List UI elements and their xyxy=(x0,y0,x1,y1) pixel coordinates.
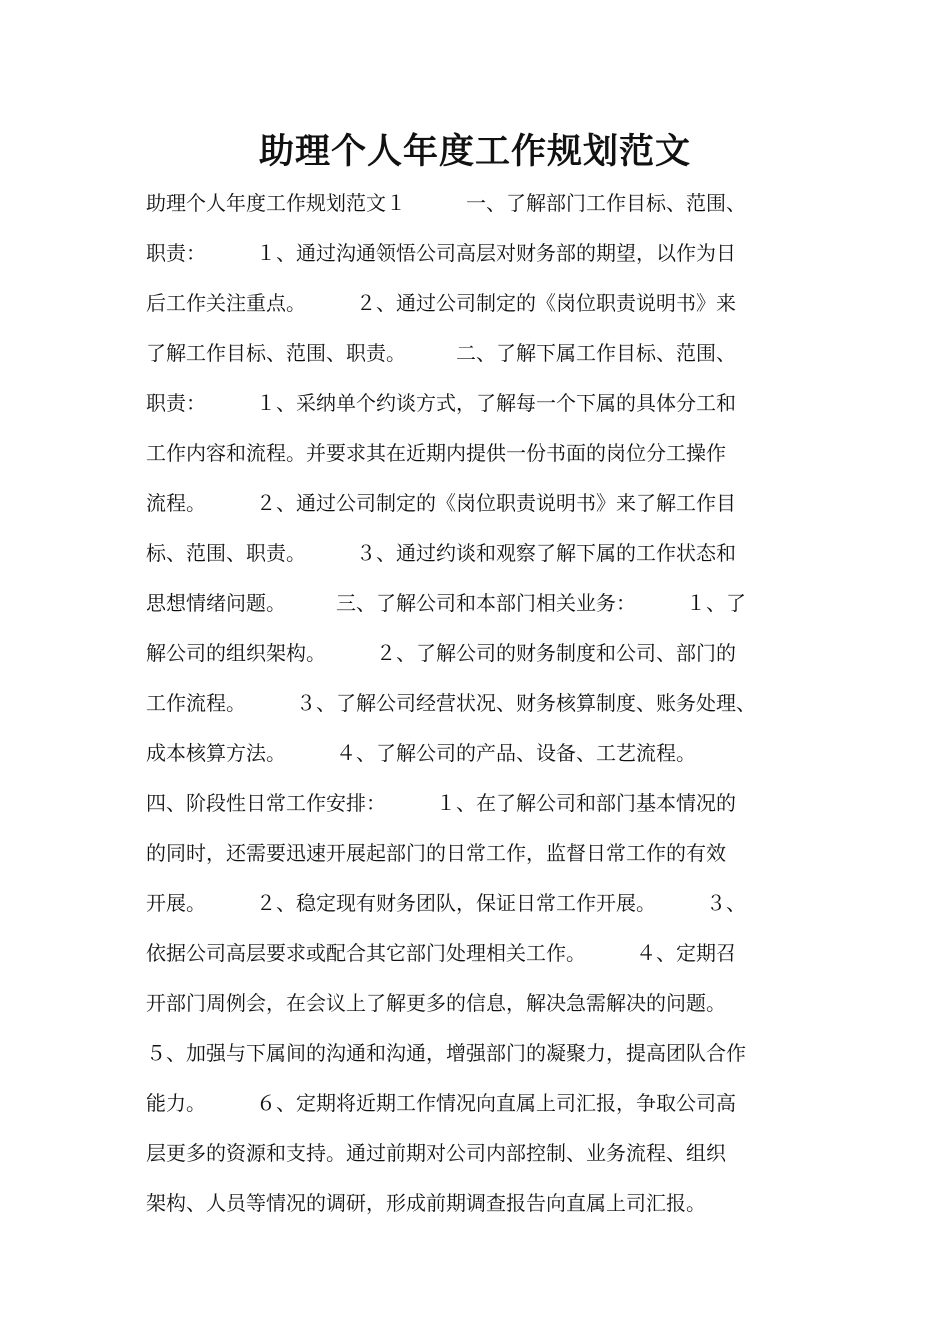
body-line: 成本核算方法。 ４、了解公司的产品、设备、工艺流程。 xyxy=(146,741,696,765)
body-line: 职责： １、采纳单个约谈方式，了解每一个下属的具体分工和 xyxy=(146,391,736,415)
body-line: 后工作关注重点。 ２、通过公司制定的《岗位职责说明书》来 xyxy=(146,291,736,315)
body-line: 能力。 ６、定期将近期工作情况向直属上司汇报，争取公司高 xyxy=(146,1091,736,1115)
body-line: 依据公司高层要求或配合其它部门处理相关工作。 ４、定期召 xyxy=(146,941,736,965)
body-line: 开展。 ２、稳定现有财务团队，保证日常工作开展。 ３、 xyxy=(146,891,746,915)
body-line: 工作流程。 ３、了解公司经营状况、财务核算制度、账务处理、 xyxy=(146,691,756,715)
body-line: 层更多的资源和支持。通过前期对公司内部控制、业务流程、组织 xyxy=(146,1141,726,1165)
body-line: 四、阶段性日常工作安排： １、在了解公司和部门基本情况的 xyxy=(146,791,736,815)
document-title: 助理个人年度工作规划范文 xyxy=(258,132,691,172)
body-line: 了解工作目标、范围、职责。 二、了解下属工作目标、范围、 xyxy=(146,341,736,365)
document-body xyxy=(146,178,826,1228)
body-line: 开部门周例会，在会议上了解更多的信息，解决急需解决的问题。 xyxy=(146,991,726,1015)
body-line: 解公司的组织架构。 ２、了解公司的财务制度和公司、部门的 xyxy=(146,641,736,665)
body-line: 思想情绪问题。 三、了解公司和本部门相关业务： １、了 xyxy=(146,591,746,615)
body-line: 架构、人员等情况的调研，形成前期调查报告向直属上司汇报。 xyxy=(146,1191,706,1215)
body-line: 职责： １、通过沟通领悟公司高层对财务部的期望，以作为日 xyxy=(146,241,736,265)
body-line: 标、范围、职责。 ３、通过约谈和观察了解下属的工作状态和 xyxy=(146,541,736,565)
body-line: 助理个人年度工作规划范文１ 一、了解部门工作目标、范围、 xyxy=(146,191,746,215)
body-line: ５、加强与下属间的沟通和沟通，增强部门的凝聚力，提高团队合作 xyxy=(146,1041,746,1065)
body-line: 的同时，还需要迅速开展起部门的日常工作，监督日常工作的有效 xyxy=(146,841,726,865)
body-line: 流程。 ２、通过公司制定的《岗位职责说明书》来了解工作目 xyxy=(146,491,736,515)
body-line: 工作内容和流程。并要求其在近期内提供一份书面的岗位分工操作 xyxy=(146,441,726,465)
